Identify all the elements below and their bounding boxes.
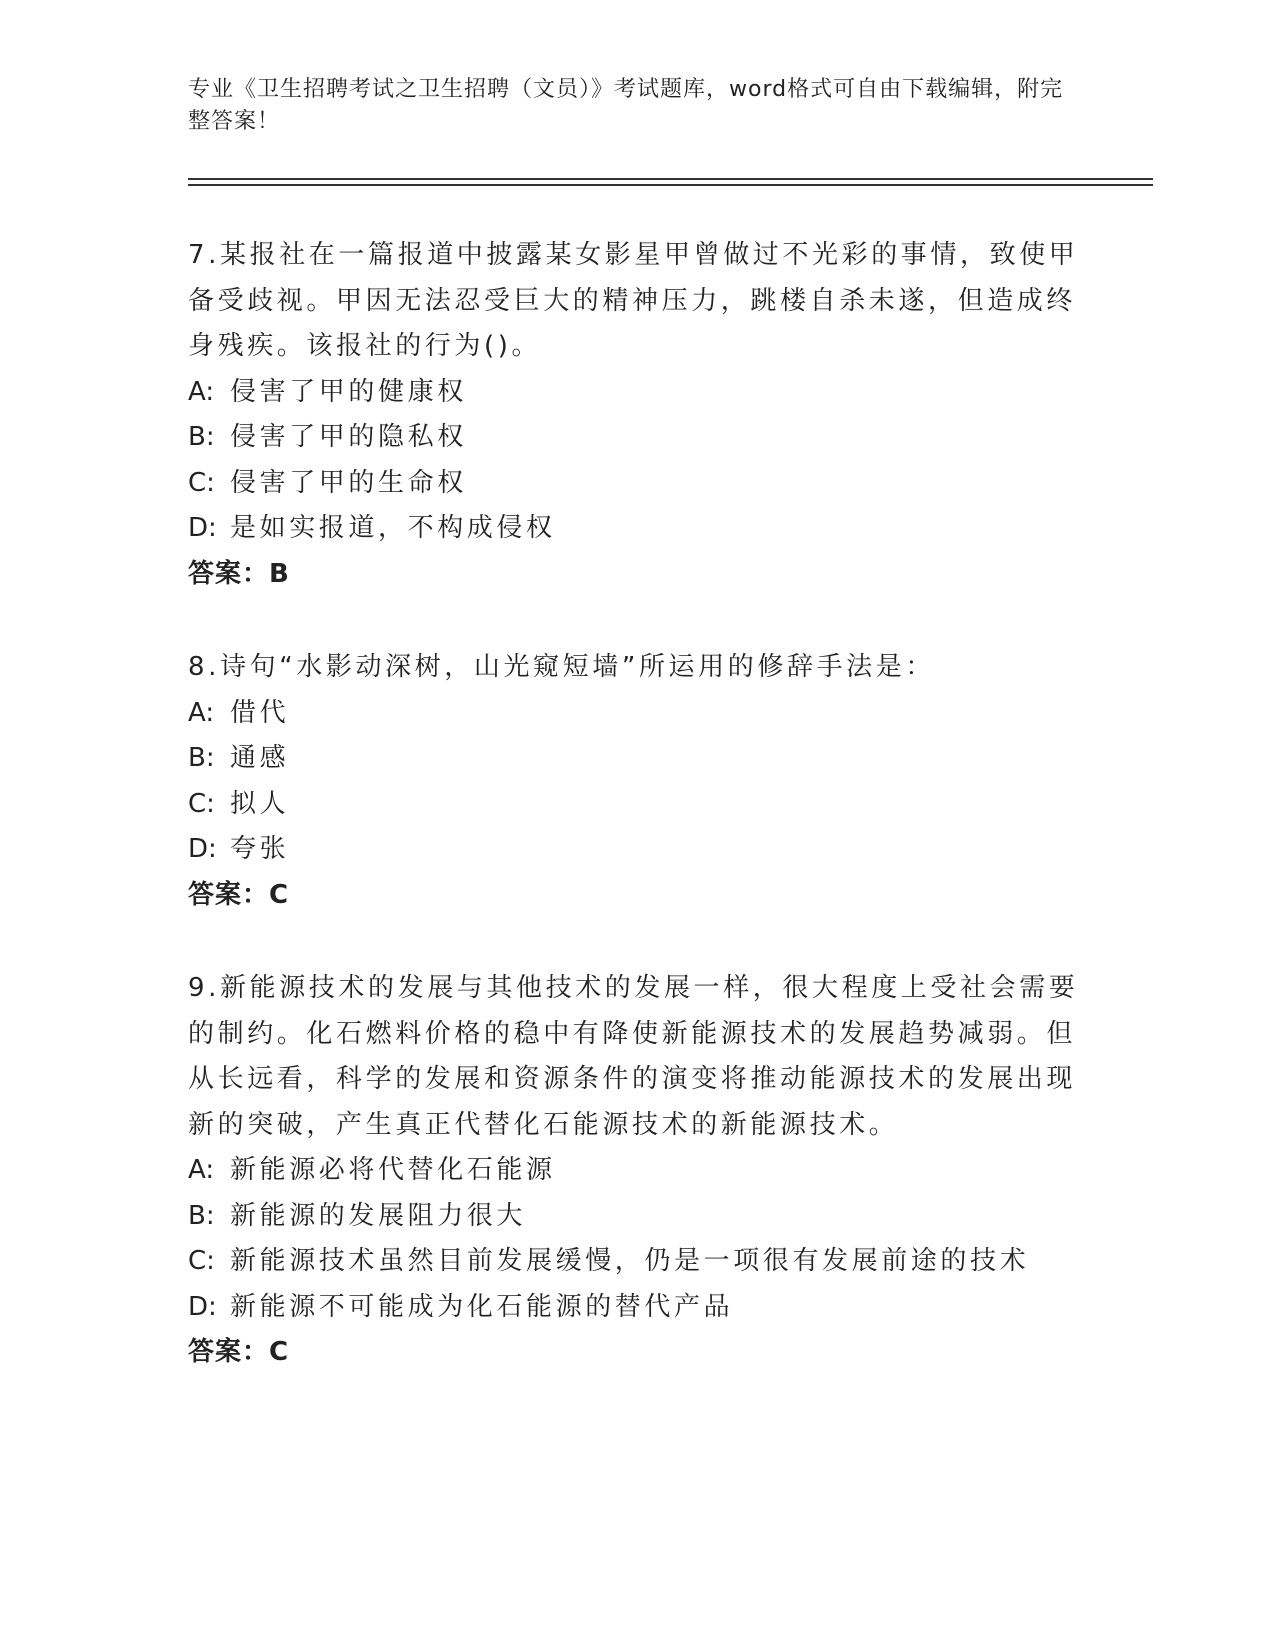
option-text: 拟人 [230,788,290,819]
option-a [188,370,1088,416]
option-text: 新能源的发展阻力很大 [230,1200,527,1231]
option-d [188,506,1088,552]
option-label: B: [188,422,215,452]
option-label: B: [188,1200,215,1231]
option-a [188,1148,1088,1194]
document-header: 专业《卫生招聘考试之卫生招聘（文员）》考试题库，word格式可自由下载编辑，附完整答案！ [188,77,1064,134]
question-8 [188,645,1088,918]
option-text: 夸张 [230,834,290,864]
question-9 [188,966,1088,1376]
option-d [188,1285,1088,1331]
option-c [188,461,1088,507]
option-text: 新能源不可能成为化石能源的替代产品 [230,1291,734,1322]
question-stem: 9.新能源技术的发展与其他技术的发展一样，很大程度上受社会需要的制约。化石燃料价格的稳中有降使新能源技术的发展趋势减弱。但从长远看，科学的发展和资源条件的演变将推动能源技术的发展出现新的突破，产生真正代替化石能源技术的新能源技术。 [188,973,1079,1140]
option-text: 新能源技术虽然目前发展缓慢，仍是一项很有发展前途的技术 [230,1246,1030,1276]
option-label: C: [188,788,215,819]
option-label: D: [188,834,217,864]
option-label: A: [188,376,215,407]
option-b [188,736,1088,782]
option-text: 新能源必将代替化石能源 [230,1155,556,1185]
option-text: 侵害了甲的隐私权 [230,422,467,452]
option-b [188,1194,1088,1240]
answer-line: 答案：C [188,1337,290,1367]
header-divider-bottom [188,184,1153,186]
option-a [188,691,1088,737]
option-text: 侵害了甲的生命权 [230,467,467,498]
option-label: D: [188,1291,217,1322]
option-label: C: [188,467,215,498]
option-c [188,782,1088,828]
question-7 [188,233,1088,597]
question-stem: 8.诗句“水影动深树，山光窥短墙”所运用的修辞手法是： [188,652,935,682]
option-b [188,415,1088,461]
option-label: D: [188,513,217,543]
option-text: 借代 [230,697,290,728]
answer-line: 答案：C [188,879,290,910]
option-label: C: [188,1246,215,1276]
option-label: A: [188,1155,215,1185]
option-label: A: [188,697,215,728]
question-stem: 7.某报社在一篇报道中披露某女影星甲曾做过不光彩的事情，致使甲备受歧视。甲因无法忍受巨大的精神压力，跳楼自杀未遂，但造成终身残疾。该报社的行为()。 [188,240,1079,361]
option-c [188,1239,1088,1285]
option-text: 是如实报道，不构成侵权 [230,513,556,543]
option-d [188,827,1088,873]
option-label: B: [188,743,215,773]
option-text: 侵害了甲的健康权 [230,376,467,407]
question-list [188,233,1088,1424]
answer-line: 答案：B [188,558,290,589]
header-divider-top [188,178,1153,180]
option-text: 通感 [230,743,290,773]
